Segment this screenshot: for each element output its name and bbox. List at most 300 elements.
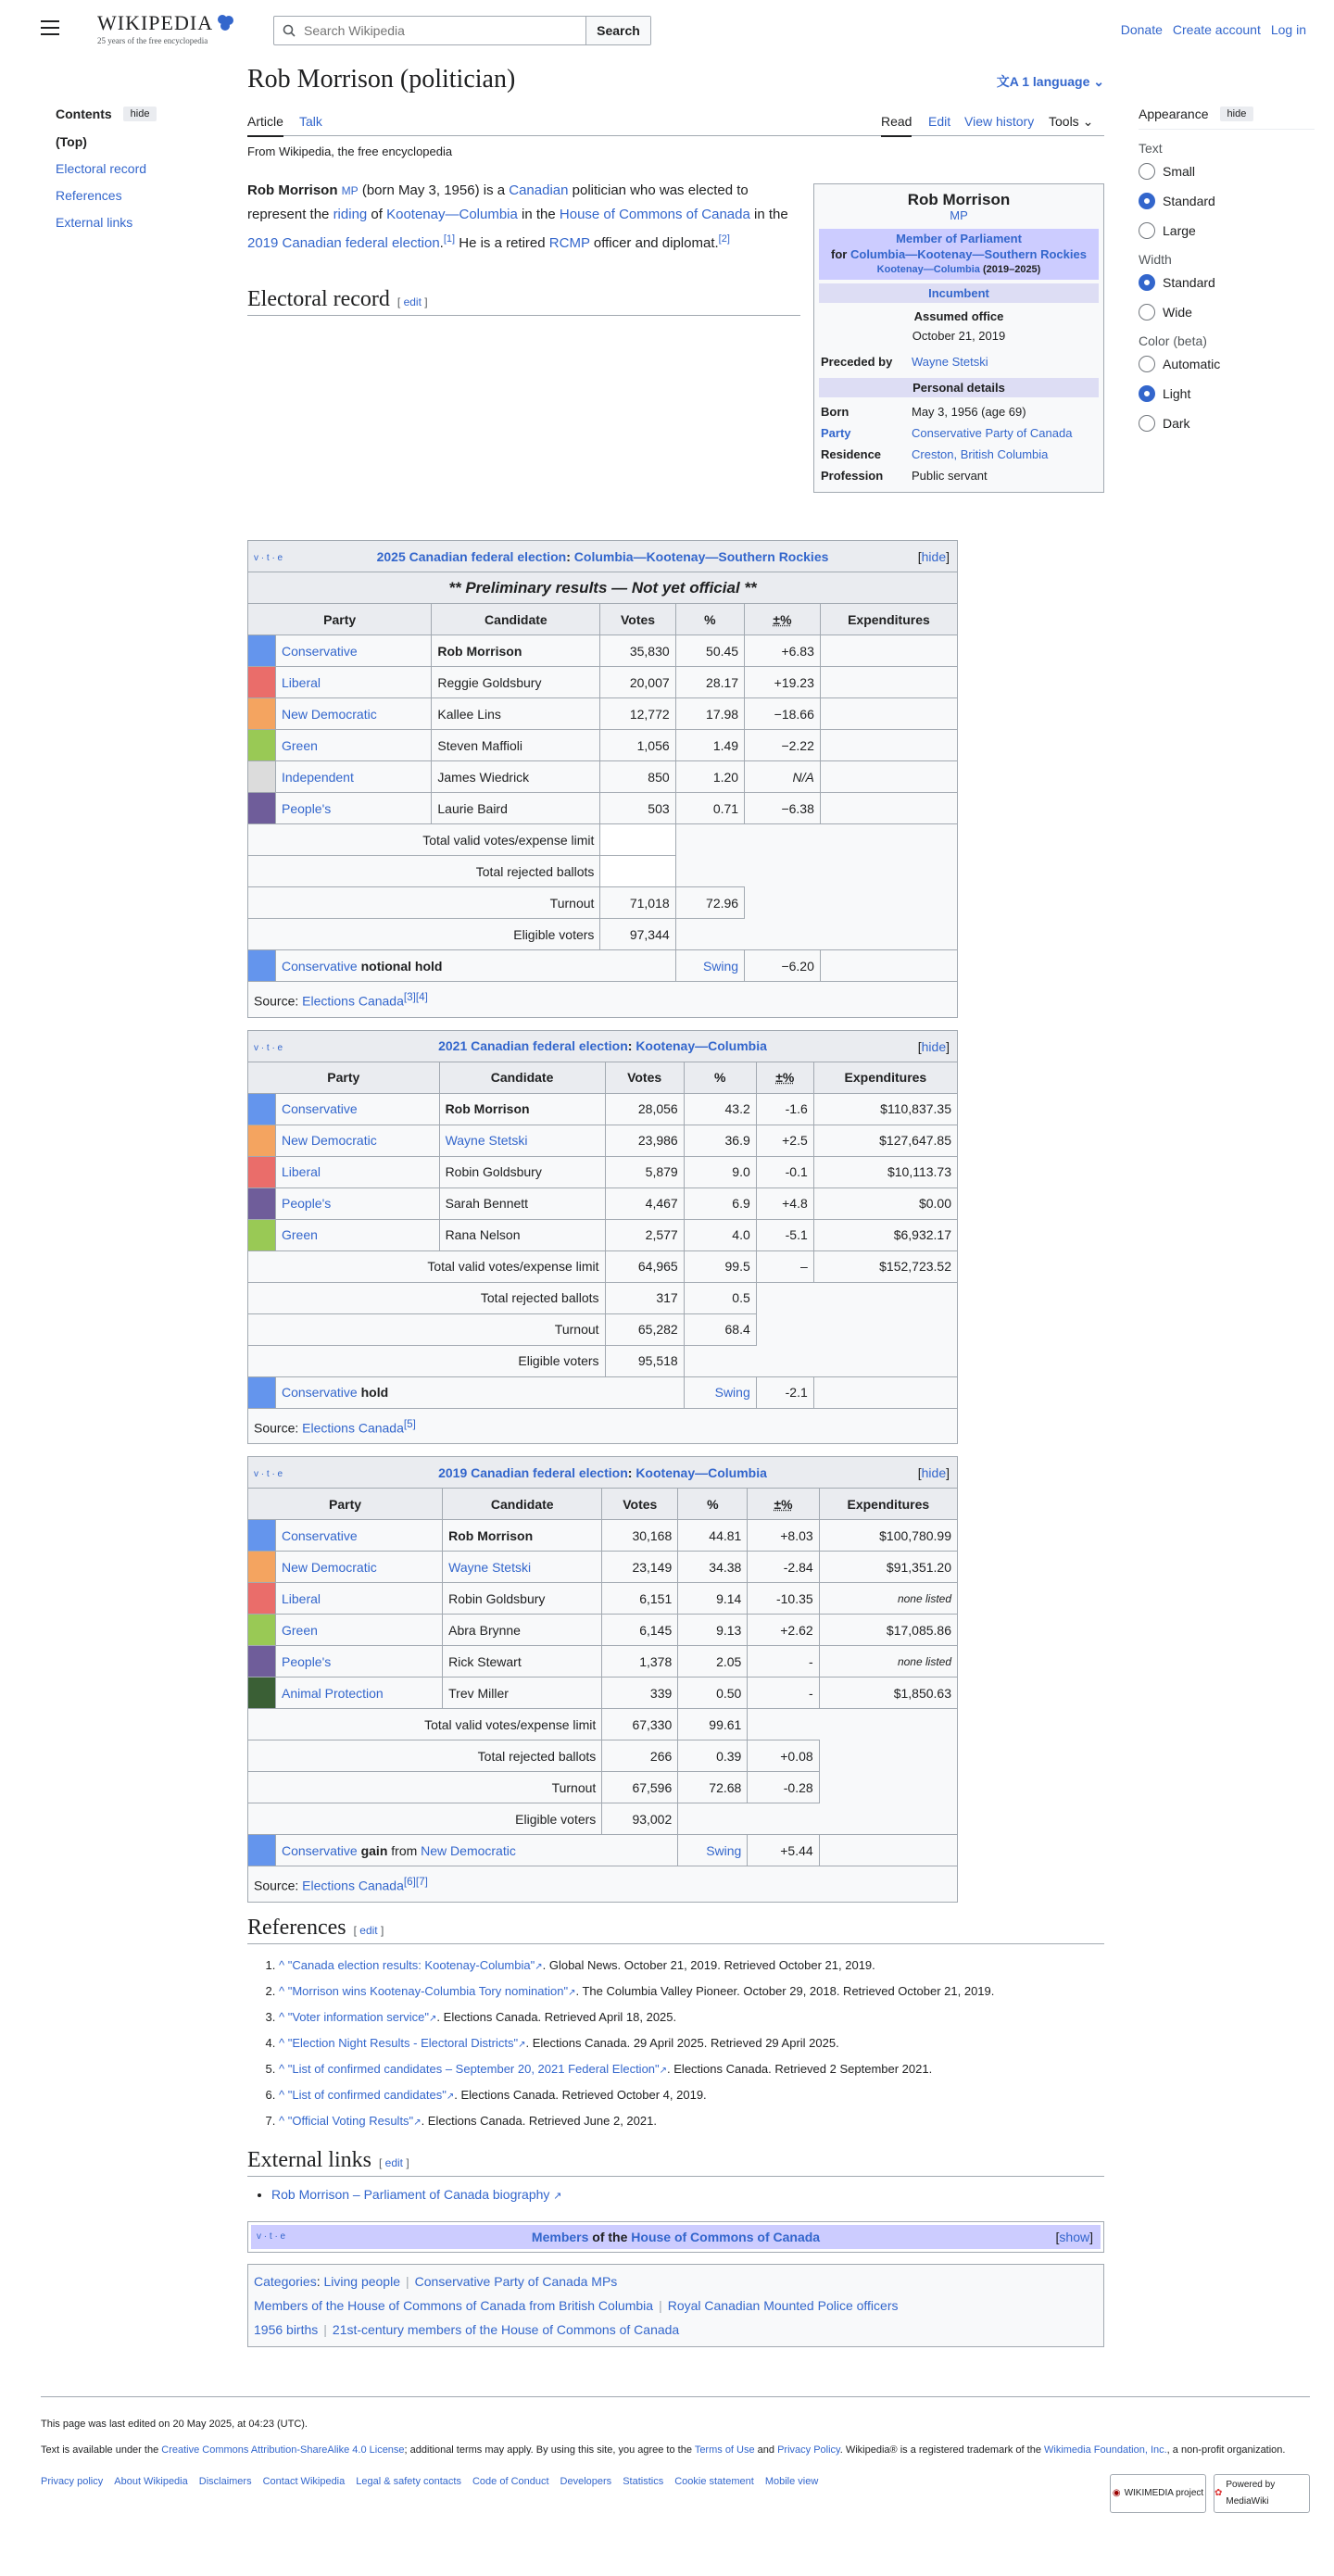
site-sub: From Wikipedia, the free encyclopedia (247, 145, 453, 158)
expenditures-cell: $91,351.20 (819, 1552, 957, 1583)
radio-automatic[interactable] (1139, 356, 1315, 372)
radio-wide[interactable] (1139, 304, 1315, 320)
edit-section-link[interactable]: edit (359, 1923, 378, 1937)
hide-toggle[interactable]: hide (921, 549, 947, 564)
footer-link[interactable]: Legal & safety contacts (356, 2476, 461, 2487)
kootenay-columbia-link[interactable]: Kootenay—Columbia (386, 207, 518, 222)
expenditures-cell (820, 730, 957, 761)
percent-cell: 2.05 (678, 1646, 748, 1678)
swing-link[interactable]: Swing (684, 1376, 756, 1408)
percent-cell: 9.14 (678, 1583, 748, 1615)
user-links (1121, 22, 1306, 37)
footer-text: Text is available under the (41, 2444, 162, 2456)
votes-cell: 23,149 (602, 1552, 678, 1583)
party-color-swatch (248, 1093, 276, 1125)
party-link[interactable]: People's (282, 1196, 332, 1212)
search-button[interactable]: Search (585, 17, 650, 44)
col-party: Party (248, 604, 432, 635)
born-label: Born (821, 405, 849, 419)
language-count: 1 language (1022, 74, 1090, 89)
categories-label[interactable]: Categories (254, 2273, 317, 2289)
rejected-label: Total rejected ballots (248, 856, 600, 887)
total-valid-votes: 64,965 (605, 1250, 684, 1282)
reference-link[interactable]: "List of confirmed candidates – September 20, 2021 Federal Election" (287, 2061, 660, 2076)
candidate-link[interactable]: Wayne Stetski (448, 1559, 532, 1575)
turnout-votes: 65,282 (605, 1313, 684, 1345)
citation-2[interactable]: [2] (718, 233, 730, 245)
tab-read[interactable]: Read (881, 114, 912, 137)
color-label: Color (beta) (1139, 333, 1207, 348)
party-link[interactable]: Liberal (282, 674, 321, 690)
search-box (273, 16, 651, 45)
page-title: Rob Morrison (politician) (247, 65, 516, 94)
candidate-name: Kallee Lins (437, 706, 501, 722)
infobox-mp-link[interactable]: MP (950, 208, 968, 222)
backlink-icon[interactable]: ^ (279, 2113, 285, 2128)
external-link-icon: ↗ (429, 2013, 437, 2024)
radio-icon (1139, 163, 1155, 180)
edit-section-link[interactable]: edit (403, 295, 422, 308)
reference-item (279, 1979, 1104, 2005)
radio-standard-text[interactable] (1139, 193, 1315, 209)
mediawiki-badge[interactable] (1214, 2474, 1310, 2513)
party-color-swatch (248, 950, 276, 982)
party-label[interactable]: Party (821, 426, 851, 440)
navbox-hoc-link[interactable]: House of Commons of Canada (631, 2229, 821, 2244)
reference-item (279, 2005, 1104, 2031)
toc-item-external-links[interactable]: External links (56, 215, 133, 230)
from-party-link[interactable]: New Democratic (421, 1842, 516, 1858)
vte-links[interactable]: v · t · e (254, 1469, 283, 1480)
party-link[interactable]: Green (282, 1622, 318, 1638)
footer-link[interactable]: Cookie statement (674, 2476, 754, 2487)
col-candidate: Candidate (439, 1062, 605, 1093)
party-link[interactable]: Liberal (282, 1590, 321, 1606)
footer-text: . Wikipedia® is a registered trademark of the (839, 2444, 1044, 2456)
toc-title: Contents (56, 107, 112, 121)
party-link[interactable]: Green (282, 737, 318, 753)
radio-small[interactable] (1139, 163, 1315, 180)
footer-link[interactable]: Privacy policy (41, 2476, 104, 2487)
mediawiki-logo-icon: ✿ (1214, 2488, 1223, 2498)
radio-checked-icon (1139, 385, 1155, 402)
radio-light[interactable] (1139, 385, 1315, 402)
caption-riding-link[interactable]: Kootenay—Columbia (636, 1038, 767, 1054)
party-link[interactable]: People's (282, 800, 332, 816)
reference-link[interactable]: "Election Night Results - Electoral Districts" (287, 2035, 519, 2050)
caption-election-link[interactable]: 2019 Canadian federal election (438, 1464, 628, 1480)
chevron-down-icon: ⌄ (1093, 74, 1104, 89)
party-color-swatch (248, 1187, 276, 1219)
candidate-link[interactable]: Wayne Stetski (445, 1133, 528, 1149)
lead-mp-link[interactable]: MP (341, 184, 359, 197)
candidate-name: Rob Morrison (445, 1101, 530, 1117)
expenditures-cell (820, 793, 957, 824)
party-link[interactable]: People's (282, 1653, 332, 1669)
reference-link[interactable]: "Official Voting Results" (287, 2113, 414, 2128)
party-link[interactable]: Conservative (282, 643, 358, 659)
show-toggle[interactable]: show (1059, 2229, 1090, 2244)
party-link[interactable]: New Democratic (282, 1133, 377, 1149)
category-link[interactable]: Living people (323, 2273, 400, 2289)
hold-party-link[interactable]: Conservative (282, 958, 358, 974)
office-for: for (831, 247, 850, 261)
tab-edit[interactable]: Edit (928, 114, 951, 129)
turnout-label: Turnout (248, 1313, 606, 1345)
backlink-icon[interactable]: ^ (279, 2061, 285, 2076)
vte-links[interactable]: v · t · e (257, 2230, 286, 2242)
party-color-swatch (248, 1646, 276, 1678)
reference-link[interactable]: "Voter information service" (287, 2009, 430, 2024)
table-of-contents (56, 107, 241, 242)
external-link-icon: ↗ (553, 2190, 562, 2202)
from-word: from (391, 1842, 418, 1858)
donate-link[interactable]: Donate (1120, 22, 1163, 37)
radio-label: Automatic (1163, 357, 1221, 371)
candidate-name: Sarah Bennett (445, 1196, 529, 1212)
caption-riding-link[interactable]: Columbia—Kootenay—Southern Rockies (573, 548, 829, 564)
votes-cell: 4,467 (605, 1187, 684, 1219)
reference-link[interactable]: "Morrison wins Kootenay-Columbia Tory nomination" (287, 1983, 569, 1998)
radio-dark[interactable] (1139, 415, 1315, 432)
turnout-change: -0.28 (748, 1772, 819, 1803)
party-link[interactable]: Liberal (282, 1164, 321, 1180)
radio-label: Dark (1163, 416, 1190, 431)
change-cell: +19.23 (745, 667, 821, 698)
house-of-commons-link[interactable]: House of Commons of Canada (559, 207, 750, 222)
footer-link[interactable]: Contact Wikipedia (262, 2476, 346, 2487)
lead-paragraph: Rob Morrison MP (born May 3, 1956) is a Canadian politician who was elected to represent the riding of Kootenay—Columbia in the House of Commons of Canada in the 2019 Canadian federal election.[1] He is a retired RCMP officer and diplomat.[2] (247, 182, 788, 251)
col-party: Party (248, 1489, 443, 1520)
rejected-votes (600, 856, 675, 887)
percent-cell: 44.81 (678, 1520, 748, 1552)
rejected-percent: 0.39 (678, 1740, 748, 1772)
backlink-icon[interactable]: ^ (279, 2087, 285, 2102)
footer-text: ; additional terms may apply. By using this site, you agree to the (404, 2444, 695, 2456)
table-row (248, 635, 958, 667)
source-citations[interactable]: [3][4] (403, 991, 428, 1003)
riding-link[interactable]: riding (333, 207, 368, 222)
toc-hide-button[interactable]: hide (123, 107, 157, 121)
source-citations[interactable]: [5] (403, 1417, 416, 1430)
candidate-name: Rick Stewart (448, 1653, 522, 1669)
change-cell: −18.66 (745, 698, 821, 730)
footer-link[interactable]: Statistics (623, 2476, 664, 2487)
party-value[interactable]: Conservative Party of Canada (912, 426, 1073, 440)
expenditures-cell (820, 667, 957, 698)
backlink-icon[interactable]: ^ (279, 2035, 285, 2050)
spacer (675, 919, 957, 950)
born-value: May 3, 1956 (age 69) (912, 405, 1026, 419)
votes-cell: 28,056 (605, 1093, 684, 1125)
source-link[interactable]: Elections Canada (302, 1878, 404, 1893)
source-label: Source: (254, 1878, 303, 1893)
candidate-name: Trev Miller (448, 1685, 509, 1701)
source-link[interactable]: Elections Canada (302, 1420, 404, 1436)
external-link[interactable]: Rob Morrison – Parliament of Canada biography (271, 2186, 550, 2202)
category-link[interactable]: Conservative Party of Canada MPs (414, 2273, 618, 2289)
login-link[interactable]: Log in (1270, 22, 1306, 37)
wmf-link[interactable]: Wikimedia Foundation, Inc. (1044, 2444, 1167, 2456)
appearance-title: Appearance (1139, 107, 1209, 121)
tools-menu[interactable]: Tools ⌄ (1049, 114, 1094, 129)
change-cell: +8.03 (748, 1520, 819, 1552)
source-citations[interactable]: [6][7] (403, 1876, 428, 1889)
change-cell: +2.62 (748, 1615, 819, 1646)
change-cell: -0.1 (756, 1156, 813, 1187)
toc-item-top[interactable]: (Top) (56, 134, 87, 149)
reference-item (279, 2083, 1104, 2109)
backlink-icon[interactable]: ^ (279, 1983, 285, 1998)
citation-1[interactable]: [1] (443, 233, 456, 245)
license-text (41, 2442, 1310, 2458)
percent-cell: 1.20 (675, 761, 744, 793)
vte-links[interactable]: v · t · e (254, 553, 283, 563)
preceded-link[interactable]: Wayne Stetski (912, 355, 988, 369)
expenditures-cell (820, 698, 957, 730)
category-link[interactable]: Members of the House of Commons of Canada from British Columbia (254, 2297, 654, 2313)
col-percent: % (678, 1489, 748, 1520)
edit-section-link[interactable]: edit (384, 2155, 403, 2169)
infobox-office-band (819, 229, 1099, 280)
expenditures-cell: $100,780.99 (819, 1520, 957, 1552)
wikimedia-badge[interactable] (1110, 2474, 1206, 2513)
tab-talk[interactable]: Talk (299, 114, 322, 129)
election-table-2025 (247, 540, 958, 1018)
expenditures-cell: $6,932.17 (813, 1219, 957, 1250)
appearance-hide-button[interactable]: hide (1220, 107, 1254, 121)
spacer (678, 1803, 958, 1835)
radio-label: Wide (1163, 305, 1192, 320)
main-menu-icon[interactable] (41, 20, 59, 35)
party-link[interactable]: Independent (282, 769, 354, 785)
hold-party-link[interactable]: Conservative (282, 1842, 358, 1858)
party-link[interactable]: Conservative (282, 1101, 358, 1117)
wikipedia-logo[interactable] (97, 11, 235, 45)
source-label: Source: (254, 993, 303, 1009)
hold-word: gain (360, 1842, 388, 1858)
language-button[interactable] (997, 72, 1104, 91)
spacer (820, 950, 957, 982)
party-link[interactable]: Green (282, 1227, 318, 1243)
caption-election-link[interactable]: 2021 Canadian federal election (438, 1038, 628, 1054)
change-cell: - (748, 1646, 819, 1678)
footer-link[interactable]: Developers (560, 2476, 612, 2487)
source-link[interactable]: Elections Canada (302, 993, 404, 1009)
rejected-label: Total rejected ballots (248, 1740, 602, 1772)
source-label: Source: (254, 1420, 303, 1436)
table-row (248, 1093, 958, 1125)
radio-label: Standard (1163, 194, 1215, 208)
footer-link[interactable]: About Wikipedia (114, 2476, 188, 2487)
spacer (819, 1772, 957, 1803)
expenditures-cell: $1,850.63 (819, 1678, 957, 1709)
radio-icon (1139, 304, 1155, 320)
office-riding[interactable]: Columbia—Kootenay—Southern Rockies (849, 247, 1087, 261)
hide-toggle[interactable]: hide (921, 1038, 947, 1054)
eligible-label: Eligible voters (248, 1803, 602, 1835)
col-expenditures: Expenditures (819, 1489, 957, 1520)
votes-cell: 5,879 (605, 1156, 684, 1187)
external-link-icon: ↗ (446, 2091, 455, 2102)
reference-text: . Global News. October 21, 2019. Retrieved October 21, 2019. (542, 1957, 875, 1972)
turnout-percent: 72.96 (675, 887, 744, 919)
radio-icon (1139, 415, 1155, 432)
table-caption: v · t · e 2025 Canadian federal election: Columbia—Kootenay—Southern Rockies [hide] (248, 541, 958, 572)
last-edited: This page was last edited on 20 May 2025, at 04:23 (UTC). (41, 2419, 308, 2430)
hold-party-link[interactable]: Conservative (282, 1385, 358, 1401)
heading-electoral-record: Electoral record [ edit ] (247, 289, 800, 316)
privacy-link[interactable]: Privacy Policy (777, 2444, 840, 2456)
candidate-name: Steven Maffioli (437, 737, 522, 753)
change-cell: - (748, 1678, 819, 1709)
table-row (248, 1219, 958, 1250)
main-content (247, 61, 1104, 2347)
rejected-change: +0.08 (748, 1740, 819, 1772)
percent-cell: 4.0 (684, 1219, 756, 1250)
category-link[interactable]: Royal Canadian Mounted Police officers (667, 2297, 899, 2313)
lead-text: officer and diplomat. (589, 235, 719, 251)
percent-cell: 0.50 (678, 1678, 748, 1709)
preliminary-notice: ** Preliminary results — Not yet official ** (248, 572, 958, 604)
eligible-label: Eligible voters (248, 919, 600, 950)
heading-references: References [ edit ] (247, 1917, 1104, 1944)
election-2019-link[interactable]: 2019 Canadian federal election (247, 235, 440, 251)
heading-text: References (247, 1915, 346, 1940)
license-link[interactable]: Creative Commons Attribution-ShareAlike 4.0 License (161, 2444, 405, 2456)
backlink-icon[interactable]: ^ (279, 2009, 285, 2024)
party-link[interactable]: Animal Protection (282, 1685, 384, 1701)
category-link[interactable]: 1956 births (254, 2321, 319, 2337)
hide-toggle[interactable]: hide (921, 1465, 947, 1481)
external-link-icon: ↗ (518, 2039, 526, 2050)
spacer (756, 1313, 957, 1345)
expenditures-cell: none listed (819, 1583, 957, 1615)
election-table-2019 (247, 1456, 958, 1903)
navbox-members-link[interactable]: Members (531, 2229, 589, 2244)
spacer (819, 1835, 957, 1866)
heading-external-links: External links [ edit ] (247, 2150, 1104, 2177)
footer-badges (1110, 2474, 1310, 2513)
table-row (248, 1678, 958, 1709)
change-cell: N/A (745, 761, 821, 793)
votes-cell: 1,378 (602, 1646, 678, 1678)
radio-checked-icon (1139, 193, 1155, 209)
office-old-riding[interactable]: Kootenay—Columbia (876, 264, 980, 275)
caption-election-link[interactable]: 2025 Canadian federal election (376, 548, 567, 564)
incumbent-band[interactable]: Incumbent (819, 283, 1099, 303)
toc-item-electoral-record[interactable]: Electoral record (56, 161, 147, 176)
residence-label: Residence (821, 447, 882, 461)
votes-cell: 6,151 (602, 1583, 678, 1615)
percent-cell: 17.98 (675, 698, 744, 730)
radio-standard-width[interactable] (1139, 274, 1315, 291)
lead-name: Rob Morrison (247, 182, 338, 198)
office-title[interactable]: Member of Parliament (896, 232, 1022, 245)
col-expenditures: Expenditures (813, 1062, 957, 1093)
change-cell: -2.84 (748, 1552, 819, 1583)
turnout-label: Turnout (248, 887, 600, 919)
radio-large[interactable] (1139, 222, 1315, 239)
party-link[interactable]: Conservative (282, 1527, 358, 1543)
footer-link[interactable]: Mobile view (764, 2476, 819, 2487)
search-input[interactable] (274, 17, 585, 44)
vte-links[interactable]: v · t · e (254, 1042, 283, 1053)
create-account-link[interactable]: Create account (1172, 22, 1261, 37)
rejected-label: Total rejected ballots (248, 1282, 606, 1313)
terms-link[interactable]: Terms of Use (694, 2444, 755, 2456)
footer-link[interactable]: Disclaimers (198, 2476, 252, 2487)
change-cell: −6.38 (745, 793, 821, 824)
reference-link[interactable]: "Canada election results: Kootenay-Columbia" (287, 1957, 535, 1972)
logo-tagline: 25 years of the free encyclopedia (97, 36, 208, 45)
rcmp-link[interactable]: RCMP (548, 235, 590, 251)
party-color-swatch (248, 1219, 276, 1250)
votes-cell: 850 (600, 761, 675, 793)
change-cell: -10.35 (748, 1583, 819, 1615)
votes-cell: 339 (602, 1678, 678, 1709)
expenditures-cell: $17,085.86 (819, 1615, 957, 1646)
swing-link[interactable]: Swing (675, 950, 744, 982)
lead-text: politician who was elected to represent the (247, 182, 749, 222)
radio-label: Large (1163, 223, 1196, 238)
col-change: ±% (748, 1489, 819, 1520)
total-valid-label: Total valid votes/expense limit (248, 824, 600, 856)
eligible-votes: 93,002 (602, 1803, 678, 1835)
canadian-link[interactable]: Canadian (509, 182, 569, 198)
turnout-label: Turnout (248, 1772, 602, 1803)
tab-view-history[interactable]: View history (964, 114, 1035, 129)
percent-cell: 28.17 (675, 667, 744, 698)
spacer (675, 824, 957, 887)
party-color-swatch (248, 730, 276, 761)
table-row (248, 667, 958, 698)
caption-riding-link[interactable]: Kootenay—Columbia (636, 1464, 767, 1480)
tools-label: Tools (1049, 114, 1079, 129)
party-link[interactable]: New Democratic (282, 706, 377, 722)
footer-link[interactable]: Code of Conduct (472, 2476, 549, 2487)
table-row (248, 1187, 958, 1219)
votes-cell: 30,168 (602, 1520, 678, 1552)
page-tabs (247, 102, 1104, 136)
col-expenditures: Expenditures (820, 604, 957, 635)
profession-label: Profession (821, 469, 884, 483)
candidate-name: Abra Brynne (448, 1622, 521, 1638)
backlink-icon[interactable]: ^ (279, 1957, 285, 1972)
lead-text: in the (749, 207, 788, 222)
reference-item (279, 2031, 1104, 2057)
office-years: (2019–2025) (982, 264, 1041, 275)
candidate-name: Robin Goldsbury (448, 1590, 546, 1606)
party-color-swatch (248, 698, 276, 730)
candidate-name: Rana Nelson (445, 1227, 521, 1243)
col-candidate: Candidate (432, 604, 600, 635)
tab-article[interactable]: Article (247, 114, 283, 137)
residence-value[interactable]: Creston, British Columbia (912, 447, 1049, 461)
col-change: ±% (756, 1062, 813, 1093)
election-table-2021 (247, 1030, 958, 1445)
total-valid-change: – (756, 1250, 813, 1282)
category-link[interactable]: 21st-century members of the House of Commons of Canada (332, 2321, 680, 2337)
change-cell: -1.6 (756, 1093, 813, 1125)
badge-text: WIKIMEDIA project (1124, 2488, 1204, 2498)
toc-item-references[interactable]: References (56, 188, 122, 203)
swing-link[interactable]: Swing (678, 1835, 748, 1866)
reference-link[interactable]: "List of confirmed candidates" (287, 2087, 447, 2102)
party-link[interactable]: New Democratic (282, 1559, 377, 1575)
change-cell: +6.83 (745, 635, 821, 667)
expenditures-cell: $0.00 (813, 1187, 957, 1219)
